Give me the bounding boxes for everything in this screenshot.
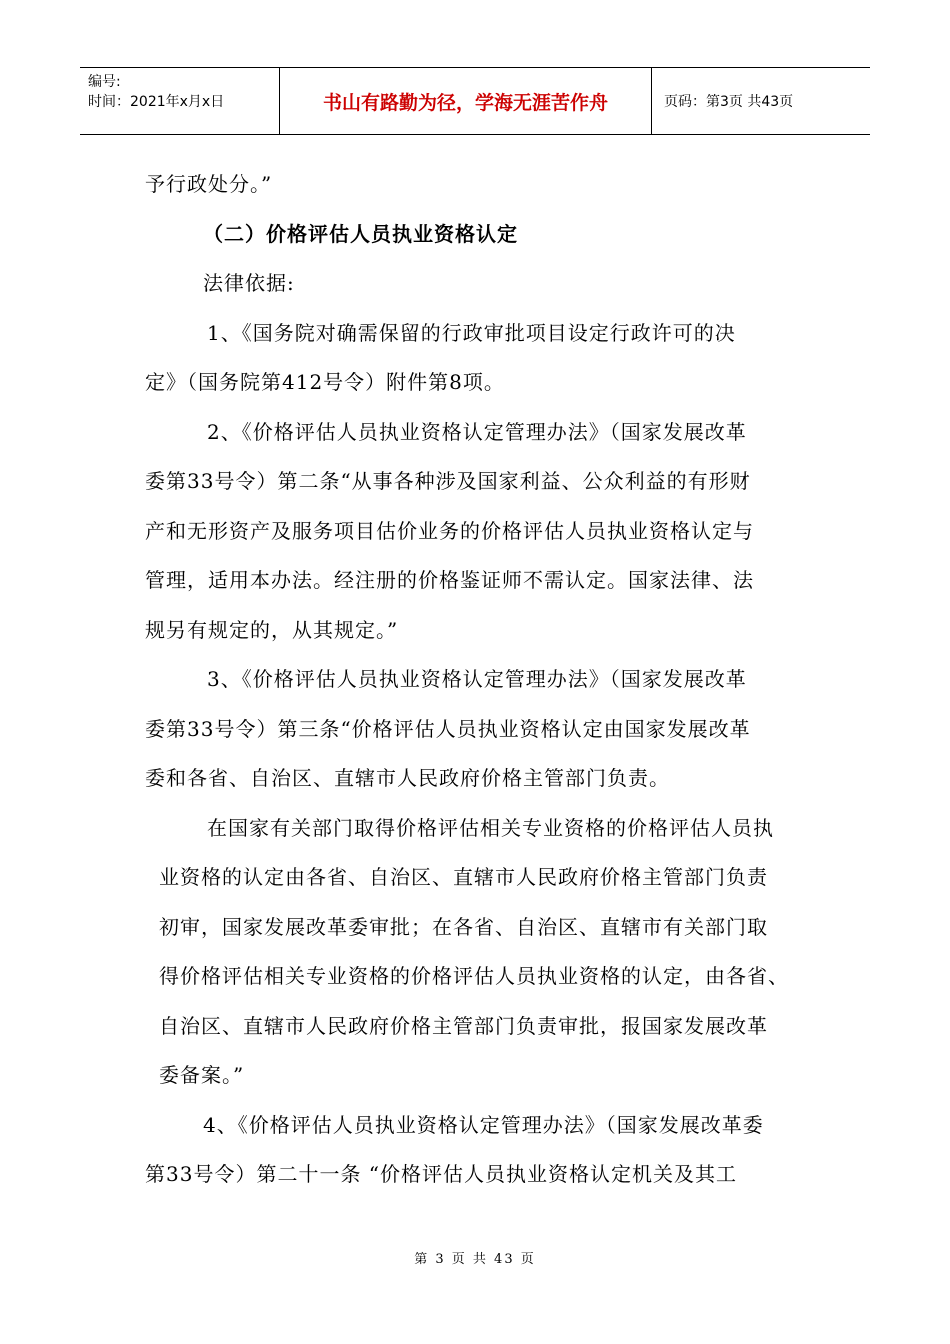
paragraph-line: 予行政处分。” xyxy=(145,172,273,196)
paragraph-line: 委第33号令）第二条“从事各种涉及国家利益、公众利益的有形财 xyxy=(145,469,751,493)
paragraph-line: 委和各省、自治区、直辖市人民政府价格主管部门负责。 xyxy=(145,766,670,790)
header-motto xyxy=(280,68,652,134)
page-footer xyxy=(0,1248,950,1267)
paragraph-line: 1、《国务院对确需保留的行政审批项目设定行政许可的决 xyxy=(207,320,736,345)
paragraph-line: 管理，适用本办法。经注册的价格鉴证师不需认定。国家法律、法 xyxy=(145,568,754,592)
paragraph-line: 业资格的认定由各省、自治区、直辖市人民政府价格主管部门负责 xyxy=(159,865,768,889)
section-heading: （二）价格评估人员执业资格认定 xyxy=(203,221,518,246)
paragraph-line: 4、《价格评估人员执业资格认定管理办法》（国家发展改革委 xyxy=(203,1112,764,1137)
header-meta xyxy=(80,68,280,134)
page-info-text: 页码：第3页 共43页 xyxy=(664,94,794,110)
paragraph-line: 委第33号令）第三条“价格评估人员执业资格认定由国家发展改革 xyxy=(145,716,751,741)
paragraph-line: 自治区、直辖市人民政府价格主管部门负责审批，报国家发展改革 xyxy=(159,1013,768,1038)
paragraph-line: 得价格评估相关专业资格的价格评估人员执业资格的认定，由各省、 xyxy=(159,964,789,988)
paragraph-line: 委备案。” xyxy=(159,1063,245,1087)
paragraph-line: 法律依据: xyxy=(203,271,295,295)
page-header xyxy=(80,67,870,135)
paragraph-line: 第33号令）第二十一条 “价格评估人员执业资格认定机关及其工 xyxy=(145,1162,738,1186)
motto-text: 书山有路勤为径，学海无涯苦作舟 xyxy=(322,91,608,114)
document-body xyxy=(145,160,815,1200)
paragraph-line: 3、《价格评估人员执业资格认定管理办法》（国家发展改革 xyxy=(207,667,747,691)
footer-page-number: 第 3 页 共 43 页 xyxy=(414,1252,536,1267)
paragraph-line: 初审，国家发展改革委审批；在各省、自治区、直辖市有关部门取 xyxy=(159,914,768,939)
document-time: 时间：2021年x月x日 xyxy=(88,94,225,110)
document-number-label: 编号: xyxy=(88,74,121,90)
paragraph-line: 在国家有关部门取得价格评估相关专业资格的价格评估人员执 xyxy=(207,815,774,840)
header-page-info xyxy=(652,68,870,134)
paragraph-line: 规另有规定的，从其规定。” xyxy=(145,617,399,642)
paragraph-line: 定》（国务院第412号令）附件第8项。 xyxy=(145,370,505,394)
paragraph-line: 产和无形资产及服务项目估价业务的价格评估人员执业资格认定与 xyxy=(145,518,754,543)
paragraph-line: 2、《价格评估人员执业资格认定管理办法》（国家发展改革 xyxy=(207,419,747,444)
